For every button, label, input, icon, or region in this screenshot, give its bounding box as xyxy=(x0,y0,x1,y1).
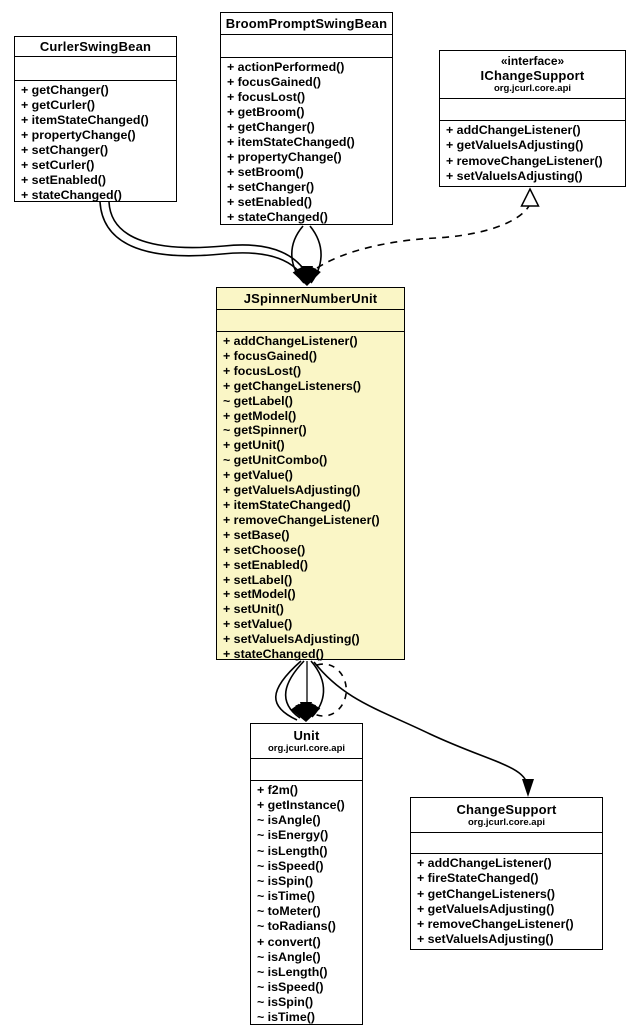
class-box-JSpinnerNumberUnit[interactable] xyxy=(216,287,405,660)
class-methods-compartment xyxy=(440,121,625,184)
class-methods-compartment xyxy=(15,81,176,203)
method: ~ toRadians() xyxy=(257,919,336,934)
method: + focusGained() xyxy=(227,75,321,90)
method: + removeChangeListener() xyxy=(417,917,574,932)
class-attributes-compartment xyxy=(411,833,602,854)
class-title-compartment xyxy=(15,37,176,57)
method: ~ isSpeed() xyxy=(257,858,324,873)
method: + setEnabled() xyxy=(227,195,313,210)
class-attributes-compartment xyxy=(440,99,625,121)
method: + getInstance() xyxy=(257,798,345,813)
class-attributes-compartment xyxy=(217,310,404,332)
method: + setCurler() xyxy=(21,158,95,172)
method: + addChangeListener() xyxy=(417,856,552,870)
method: + getValueIsAdjusting() xyxy=(417,901,555,916)
class-methods-compartment xyxy=(411,854,602,948)
method: + getValueIsAdjusting() xyxy=(223,483,361,498)
method: ~ isAngle() xyxy=(257,949,321,964)
method: + stateChanged() xyxy=(21,188,122,202)
class-methods-compartment xyxy=(251,781,362,1026)
class-name: ChangeSupport xyxy=(456,801,557,817)
method: ~ isTime() xyxy=(257,889,315,904)
method: + propertyChange() xyxy=(227,150,342,165)
method: + itemStateChanged() xyxy=(21,113,149,127)
method: + setLabel() xyxy=(223,572,293,587)
method: + getChangeListeners() xyxy=(223,378,362,393)
class-title-compartment xyxy=(411,798,602,833)
method: + focusLost() xyxy=(223,363,302,378)
method: + setBroom() xyxy=(227,165,304,180)
method: + actionPerformed() xyxy=(227,60,345,74)
method: + setEnabled() xyxy=(21,173,107,187)
association-BroomPromptSwingBean-JSpinnerNumberUnit xyxy=(292,226,321,283)
method: + propertyChange() xyxy=(21,128,136,142)
method: + setChanger() xyxy=(227,180,315,195)
method: + setChoose() xyxy=(223,542,306,557)
class-methods-compartment xyxy=(217,332,404,662)
method: ~ isLength() xyxy=(257,964,328,979)
association-JSpinnerNumberUnit-Unit xyxy=(276,661,347,720)
method: + setChanger() xyxy=(21,143,109,157)
method: + setModel() xyxy=(223,587,296,602)
method: + itemStateChanged() xyxy=(227,135,355,150)
method: + getValue() xyxy=(223,468,293,483)
class-package: org.jcurl.core.api xyxy=(267,742,346,754)
class-box-Unit[interactable] xyxy=(250,723,363,1025)
method: + itemStateChanged() xyxy=(223,497,351,512)
method: + setBase() xyxy=(223,527,290,542)
method: ~ getUnitCombo() xyxy=(223,453,328,468)
arrowhead-cluster-into-Unit xyxy=(291,702,321,725)
class-box-BroomPromptSwingBean[interactable] xyxy=(220,12,393,225)
class-name: BroomPromptSwingBean xyxy=(225,16,388,31)
class-box-CurlerSwingBean[interactable] xyxy=(14,36,177,202)
class-name: Unit xyxy=(293,727,320,743)
method: + getBroom() xyxy=(227,105,305,120)
method: + setValue() xyxy=(223,617,293,632)
method: + getModel() xyxy=(223,408,297,423)
method: ~ isAngle() xyxy=(257,813,321,828)
method: + removeChangeListener() xyxy=(223,512,380,527)
class-title-compartment xyxy=(221,13,392,35)
method: ~ isSpeed() xyxy=(257,980,324,995)
class-attributes-compartment xyxy=(251,759,362,781)
class-name: IChangeSupport xyxy=(480,68,585,83)
method: ~ isLength() xyxy=(257,843,328,858)
class-methods-compartment xyxy=(221,58,392,226)
method: ~ isSpin() xyxy=(257,873,314,888)
method: + setValueIsAdjusting() xyxy=(223,632,360,647)
method: ~ toMeter() xyxy=(257,904,321,919)
method: + getChanger() xyxy=(227,120,315,135)
method: ~ isSpin() xyxy=(257,995,314,1010)
method: + getUnit() xyxy=(223,438,285,453)
class-title-compartment xyxy=(217,288,404,310)
method: + getChanger() xyxy=(21,83,109,97)
method: + stateChanged() xyxy=(223,647,324,662)
method: + getChangeListeners() xyxy=(417,886,556,901)
method: + focusGained() xyxy=(223,348,317,363)
method: + addChangeListener() xyxy=(223,334,358,348)
class-box-IChangeSupport[interactable] xyxy=(439,50,626,187)
method: + setValueIsAdjusting() xyxy=(417,932,554,947)
method: + stateChanged() xyxy=(227,210,328,225)
class-package: org.jcurl.core.api xyxy=(467,816,546,828)
method: ~ isEnergy() xyxy=(257,828,329,843)
class-name: JSpinnerNumberUnit xyxy=(243,291,378,306)
method: ~ getSpinner() xyxy=(223,423,307,438)
class-attributes-compartment xyxy=(221,35,392,58)
method: + convert() xyxy=(257,934,321,949)
method: + setValueIsAdjusting() xyxy=(446,168,583,183)
class-package: org.jcurl.core.api xyxy=(493,83,572,94)
class-name: CurlerSwingBean xyxy=(39,39,152,54)
method: + setUnit() xyxy=(223,602,284,617)
method: + setEnabled() xyxy=(223,557,309,572)
method: + focusLost() xyxy=(227,90,306,105)
method: ~ getLabel() xyxy=(223,393,293,408)
method: + fireStateChanged() xyxy=(417,871,539,886)
method: + removeChangeListener() xyxy=(446,153,603,168)
class-title-compartment xyxy=(440,51,625,99)
method: + addChangeListener() xyxy=(446,123,581,137)
arrowhead-cluster-into-JSpinnerNumberUnit xyxy=(293,266,321,289)
method: + f2m() xyxy=(257,783,298,797)
class-box-ChangeSupport[interactable] xyxy=(410,797,603,950)
class-title-compartment xyxy=(251,724,362,759)
method: ~ isTime() xyxy=(257,1010,315,1025)
class-attributes-compartment xyxy=(15,57,176,81)
method: + getCurler() xyxy=(21,98,96,112)
method: + getValueIsAdjusting() xyxy=(446,138,584,153)
class-stereotype: «interface» xyxy=(500,54,565,68)
